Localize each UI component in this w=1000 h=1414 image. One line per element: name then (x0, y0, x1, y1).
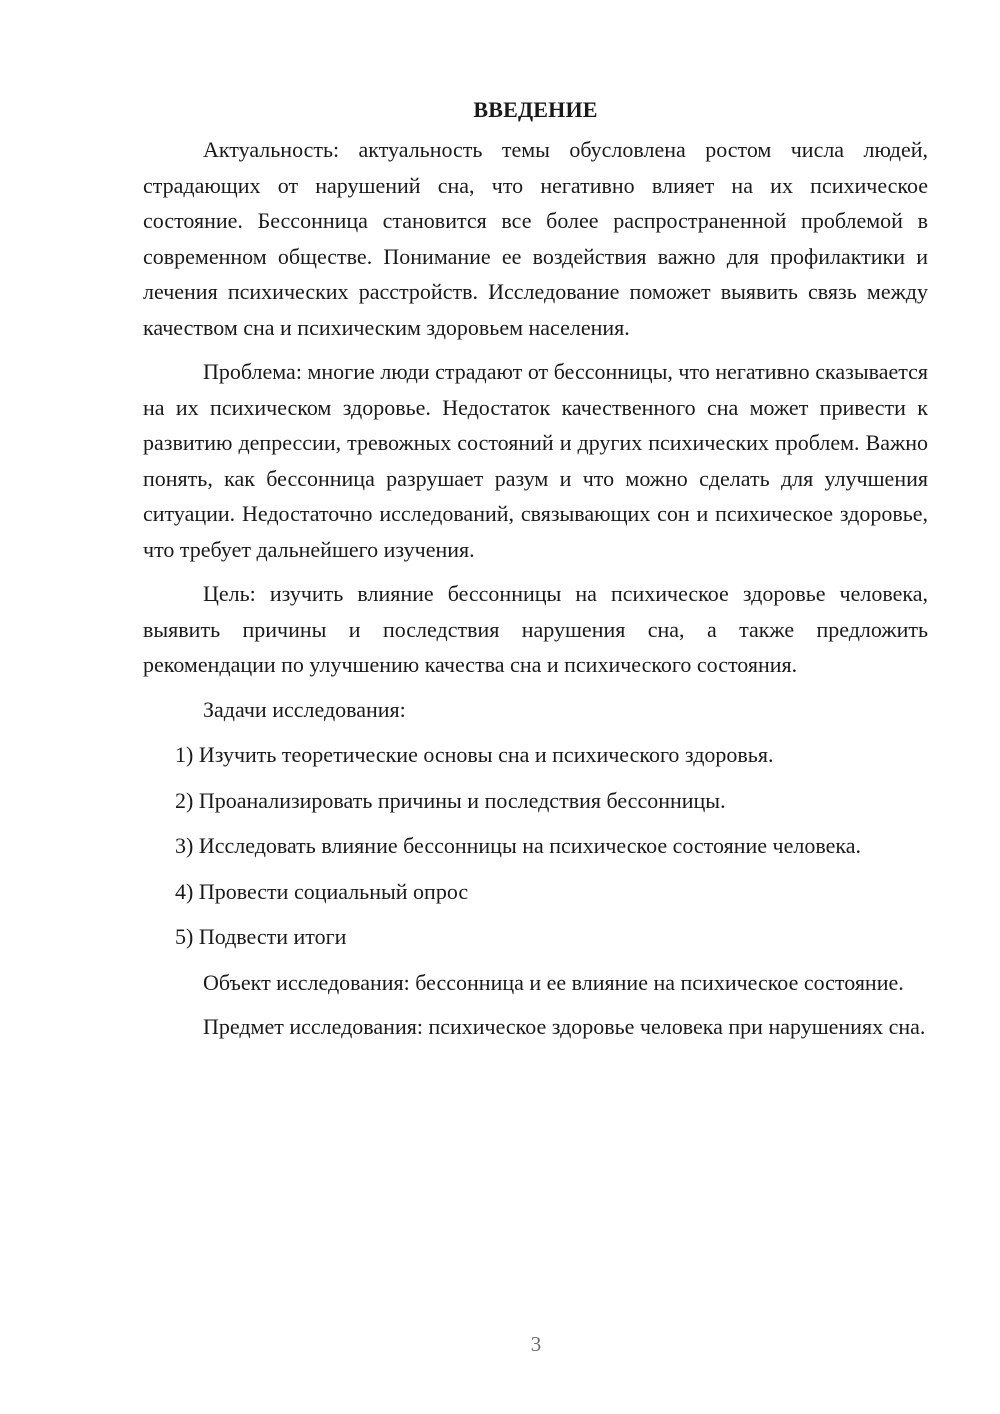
task-item-1: 1) Изучить теоретические основы сна и психического здоровья. (175, 742, 774, 767)
task-item-2: 2) Проанализировать причины и последствия бессонницы. (175, 787, 726, 813)
tasks-heading: Задачи исследования: (203, 696, 406, 722)
section-title: ВВЕДЕНИЕ (473, 97, 598, 122)
task-item-4: 4) Провести социальный опрос (175, 878, 469, 904)
task-item-3: 3) Исследовать влияние бессонницы на психическое состояние человека. (175, 833, 861, 858)
paragraph-problem: Проблема: многие люди страдают от бессонницы, что негативно сказывается на их психическом здоровье. Недостаток качественного сна может привести к развитию депрессии, тревожных состояний и других психических проблем. Важно понять, как бессонница разрушает разум и что можно сделать для улучшения ситуации. Недостаточно исследований, связывающих сон и психическое здоровье, что требует дальнейшего изучения. (143, 359, 928, 562)
paragraph-goal: Цель: изучить влияние бессонницы на психическое здоровье человека, выявить причины и последствия нарушения сна, а также предложить рекомендации по улучшению качества сна и психического состояния. (143, 581, 928, 677)
paragraph-subject: Предмет исследования: психическое здоровье человека при нарушениях сна. (203, 1014, 926, 1039)
paragraph-object: Объект исследования: бессонница и ее влияние на психическое состояние. (203, 969, 904, 995)
task-item-5: 5) Подвести итоги (175, 924, 347, 949)
page-number: 3 (530, 1332, 542, 1356)
page-content (143, 92, 928, 1054)
paragraph-relevance: Актуальность: актуальность темы обусловлена ростом числа людей, страдающих от нарушений сна, что негативно влияет на их психическое состояние. Бессонница становится все более распространенной проблемой в современном обществе. Понимание ее воздействия важно для профилактики и лечения психических расстройств. Исследование поможет выявить связь между качеством сна и психическим здоровьем населения. (143, 137, 928, 340)
